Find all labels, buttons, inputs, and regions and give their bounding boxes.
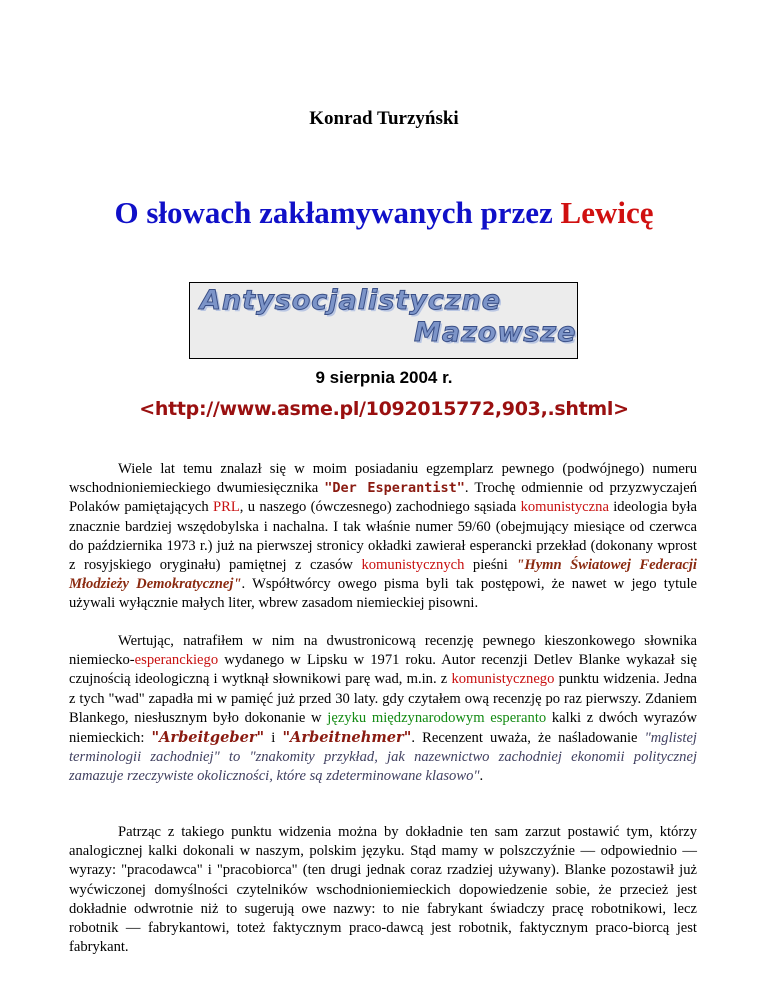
paragraph-2 (69, 632, 697, 787)
logo-line-2: Mazowsze (414, 317, 577, 348)
link-jezyk-esperanto[interactable]: języku międzynarodowym esperanto (327, 709, 547, 726)
paragraph-1 (69, 460, 697, 614)
link-komunistycznego[interactable]: komunistycznego (451, 671, 555, 688)
p1-text: , u naszego (ówczesnego) zachodniego sąsiada (239, 499, 521, 516)
p1-text: . Trochę odmiennie od przyzwyczajeń Polaków pamiętających (69, 480, 698, 516)
link-komunistycznych[interactable]: komunistycznych (361, 557, 465, 574)
p2-text: Wertując, natrafiłem w nim na dwustronicową recenzję pewnego kieszonkowego słownika niemiecko- (69, 633, 697, 669)
paragraph-3 (69, 823, 697, 957)
article-title (0, 195, 768, 231)
source-url[interactable]: <http://www.asme.pl/1092015772,903,.shtml> (139, 398, 629, 420)
p2-text: . Recenzent uważa, że naśladowanie (411, 730, 645, 747)
der-esperantist-title: "Der Esperantist" (324, 480, 465, 497)
p2-text: . (479, 768, 484, 785)
p1-text: Wiele lat temu znalazł się w moim posiadaniu egzemplarz pewnego (podwójnego) numeru wschodnioniemieckiego dwumiesięcznika (69, 461, 697, 497)
p1-text: ideologia była znacznie bardziej wszędobylska i nachalna. I tak właśnie numer 59/60 (obejmujący miesiące od czerwca do października 1973 r.) już na pierwszej stronicy okładki zawierał esperancki przekład (dokonany wprost z rosyjskiego oryginału) pamiętnej z czasów (69, 499, 697, 574)
p2-text: kalki z dwóch wyrazów niemieckich: (69, 709, 697, 747)
p3-text: Patrząc z takiego punktu widzenia można by dokładnie ten sam zarzut postawić tym, którzy analogicznej kalki dokonali w naszym, polskim języku. Stąd mamy w polszczyźnie — odpowiednio — wyrazy: "pracodawca" i "pracobiorca" (ten drugi jednak coraz rzadziej używany). Blanke pozostawił już wyćwiczonej domyślności czytelników wschodnioniemieckich dopowiedzenie sobie, że przecież jest dokładnie odwrotnie niż to sugerują owe nazwy: to nie fabrykant świadczy pracę robotnikowi, lecz robotnik — fabrykantowi, toteż faktycznym praco-dawcą jest robotnik, faktycznym praco-biorcą jest fabrykant. (69, 824, 697, 956)
blanke-quote: "mglistej terminologii zachodniej" to "znakomity przykład, jak nazewnictwo zachodniej ekonomii politycznej zamazuje rzeczywiste okoliczności, które są zdeterminowane klasowo" (69, 730, 697, 785)
p1-text: . Współtwórcy owego pisma byli tak postępowi, że nawet w jego tytule używali wyłącznie małych liter, wbrew zasadom niemieckiej pisowni. (69, 576, 697, 612)
p2-text: wydanego w Lipsku w 1971 roku. Autor recenzji Detlev Blanke wykazał się czujnością ideologiczną i wytknął słownikowi parę wad, m.in. z (69, 652, 697, 688)
title-main: O słowach zakłamywanych przez (114, 195, 561, 230)
publication-date: 9 sierpnia 2004 r. (315, 368, 453, 387)
hymn-title: "Hymn Światowej Federacji Młodzieży Demokratycznej" (69, 557, 697, 593)
p1-text: pieśni (464, 557, 517, 574)
logo-line-1: Antysocjalistyczne (200, 285, 502, 316)
link-komunistyczna[interactable]: komunistyczna (520, 499, 609, 516)
title-accent-lewice: Lewicę (560, 195, 654, 230)
antysocjalistyczne-mazowsze-logo (189, 282, 578, 359)
link-prl[interactable]: PRL (213, 499, 240, 516)
author-name: Konrad Turzyński (309, 108, 459, 129)
p2-text: i (264, 730, 283, 747)
link-esperanckiego[interactable]: esperanckiego (134, 652, 219, 669)
p2-text: punktu widzenia. Jedna z tych "wad" zapadła mi w pamięć już przed 30 laty. gdy czytałem ową recenzję po raz pierwszy. Zdaniem Blankego, niesłusznym było dokonanie w (69, 671, 697, 726)
word-arbeitnehmer: "Arbeitnehmer" (282, 729, 412, 747)
word-arbeitgeber: "Arbeitgeber" (151, 729, 265, 747)
